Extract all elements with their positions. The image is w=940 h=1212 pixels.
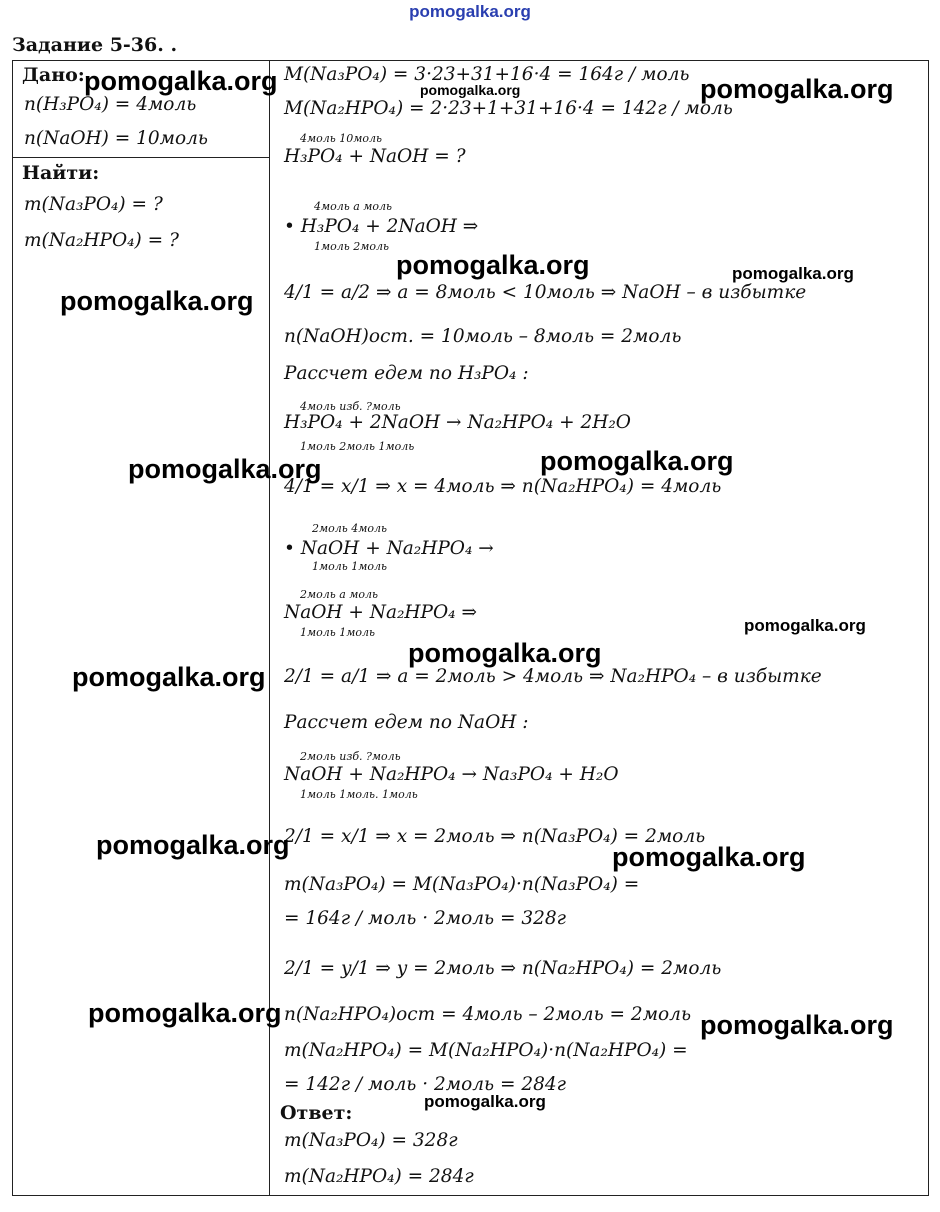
solution-line: H₃PO₄ + NaOH = ? [284, 146, 466, 167]
given-line: n(H₃PO₄) = 4моль [24, 94, 197, 115]
solution-annotation: 4моль а моль [314, 200, 393, 213]
given-heading: Дано: [22, 64, 85, 86]
solution-line: 2/1 = a/1 ⇒ a = 2моль > 4моль ⇒ Na₂HPO₄ – в избытке [284, 666, 822, 687]
solution-annotation: 1моль 2моль [314, 240, 389, 253]
watermark: pomogalka.org [396, 250, 590, 280]
given-line: n(NaOH) = 10моль [24, 128, 208, 149]
watermark: pomogalka.org [540, 446, 734, 476]
watermark: pomogalka.org [612, 842, 806, 872]
watermark: pomogalka.org [700, 1010, 894, 1040]
solution-line: NaOH + Na₂HPO₄ → Na₃PO₄ + H₂O [284, 764, 619, 785]
solution-annotation: 1моль 2моль 1моль [300, 440, 415, 453]
solution-annotation: 1моль 1моль [312, 560, 387, 573]
solution-line: H₃PO₄ + 2NaOH → Na₂HPO₄ + 2H₂O [284, 412, 631, 433]
solution-annotation: 1моль 1моль. 1моль [300, 788, 418, 801]
watermark: pomogalka.org [84, 66, 278, 96]
find-heading: Найти: [22, 162, 100, 184]
solution-line: = 142г / моль · 2моль = 284г [284, 1074, 567, 1095]
solution-line: 4/1 = a/2 ⇒ a = 8моль < 10моль ⇒ NaOH – в избытке [284, 282, 807, 303]
task-title: Задание 5-36. . [12, 34, 178, 56]
watermark: pomogalka.org [96, 830, 290, 860]
solution-line: 2/1 = x/1 ⇒ x = 2моль ⇒ n(Na₃PO₄) = 2моль [284, 826, 706, 847]
solution-line: Рассчет едем по H₃PO₄ : [284, 363, 529, 384]
solution-line: m(Na₂HPO₄) = M(Na₂HPO₄)·n(Na₂HPO₄) = [284, 1040, 688, 1061]
site-header-watermark: pomogalka.org [409, 2, 531, 21]
given-find-divider [12, 157, 270, 158]
solution-annotation: 2моль 4моль [312, 522, 387, 535]
answer-heading: Ответ: [280, 1102, 353, 1124]
solution-line: • NaOH + Na₂HPO₄ → [284, 538, 494, 559]
watermark: pomogalka.org [732, 264, 854, 283]
solution-line: NaOH + Na₂HPO₄ ⇒ [284, 602, 477, 623]
solution-line: M(Na₃PO₄) = 3·23+31+16·4 = 164г / моль [284, 64, 690, 85]
solution-annotation: 2моль а моль [300, 588, 379, 601]
watermark: pomogalka.org [424, 1092, 546, 1111]
watermark: pomogalka.org [408, 638, 602, 668]
watermark: pomogalka.org [420, 82, 521, 98]
solution-line: = 164г / моль · 2моль = 328г [284, 908, 567, 929]
solution-annotation: 4моль 10моль [300, 132, 382, 145]
solution-annotation: 1моль 1моль [300, 626, 375, 639]
solution-annotation: 2моль изб. ?моль [300, 750, 401, 763]
watermark: pomogalka.org [744, 616, 866, 635]
solution-line: n(NaOH)ост. = 10моль – 8моль = 2моль [284, 326, 682, 347]
solution-line: m(Na₃PO₄) = M(Na₃PO₄)·n(Na₃PO₄) = [284, 874, 640, 895]
watermark: pomogalka.org [128, 454, 322, 484]
watermark: pomogalka.org [72, 662, 266, 692]
solution-line: • H₃PO₄ + 2NaOH ⇒ [284, 216, 479, 237]
watermark: pomogalka.org [700, 74, 894, 104]
watermark: pomogalka.org [88, 998, 282, 1028]
solution-line: n(Na₂HPO₄)ост = 4моль – 2моль = 2моль [284, 1004, 692, 1025]
solution-line: Рассчет едем по NaOH : [284, 712, 529, 733]
find-line: m(Na₃PO₄) = ? [24, 194, 163, 215]
find-line: m(Na₂HPO₄) = ? [24, 230, 179, 251]
solution-line: M(Na₂HPO₄) = 2·23+1+31+16·4 = 142г / моль [284, 98, 733, 119]
solution-annotation: 4моль изб. ?моль [300, 400, 401, 413]
solution-line: 2/1 = y/1 ⇒ y = 2моль ⇒ n(Na₂HPO₄) = 2моль [284, 958, 722, 979]
answer-line: m(Na₂HPO₄) = 284г [284, 1166, 474, 1187]
answer-line: m(Na₃PO₄) = 328г [284, 1130, 458, 1151]
solution-line: 4/1 = x/1 ⇒ x = 4моль ⇒ n(Na₂HPO₄) = 4моль [284, 476, 722, 497]
watermark: pomogalka.org [60, 286, 254, 316]
